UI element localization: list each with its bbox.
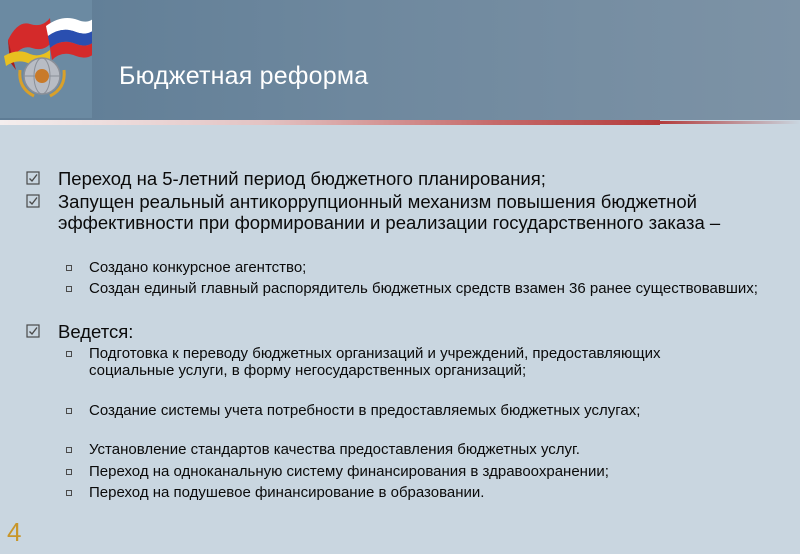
checkbox-icon [26, 194, 40, 208]
square-bullet-icon [66, 490, 72, 496]
list-item-text: Запущен реальный антикоррупционный механизм повышения бюджетной эффективности при формировании и реализации государственного заказа – [58, 191, 721, 233]
page-number-label: 4 [7, 517, 22, 547]
square-bullet-icon [66, 265, 72, 271]
square-bullet-icon [66, 408, 72, 414]
title-divider [0, 120, 660, 125]
slide-header [0, 0, 800, 120]
square-bullet-icon [66, 351, 72, 357]
list-item-text: Установление стандартов качества предоставления бюджетных услуг. [89, 441, 580, 458]
list-item-text: Переход на подушевое финансирование в образовании. [89, 484, 485, 501]
title-divider-tail [660, 121, 800, 124]
square-bullet-icon [66, 447, 72, 453]
list-item-text: Создание системы учета потребности в предоставляемых бюджетных услугах; [89, 402, 641, 419]
list-item-text: Подготовка к переводу бюджетных организаций и учреждений, предоставляющих социальные услуги, в форму негосударственных организаций; [89, 345, 661, 379]
checkbox-icon [26, 171, 40, 185]
list-item-text: Создан единый главный распорядитель бюджетных средств взамен 36 ранее существовавших; [89, 280, 758, 297]
emblem-logo [0, 0, 92, 118]
list-item-text: Создано конкурсное агентство; [89, 259, 307, 276]
list-item-text: Ведется: [58, 321, 134, 342]
checkbox-icon [26, 324, 40, 338]
page-number [7, 519, 21, 545]
square-bullet-icon [66, 286, 72, 292]
list-item-text: Переход на 5-летний период бюджетного планирования; [58, 168, 546, 189]
square-bullet-icon [66, 469, 72, 475]
list-item-text: Переход на одноканальную систему финансирования в здравоохранении; [89, 463, 609, 480]
slide-title: Бюджетная реформа [119, 62, 369, 90]
